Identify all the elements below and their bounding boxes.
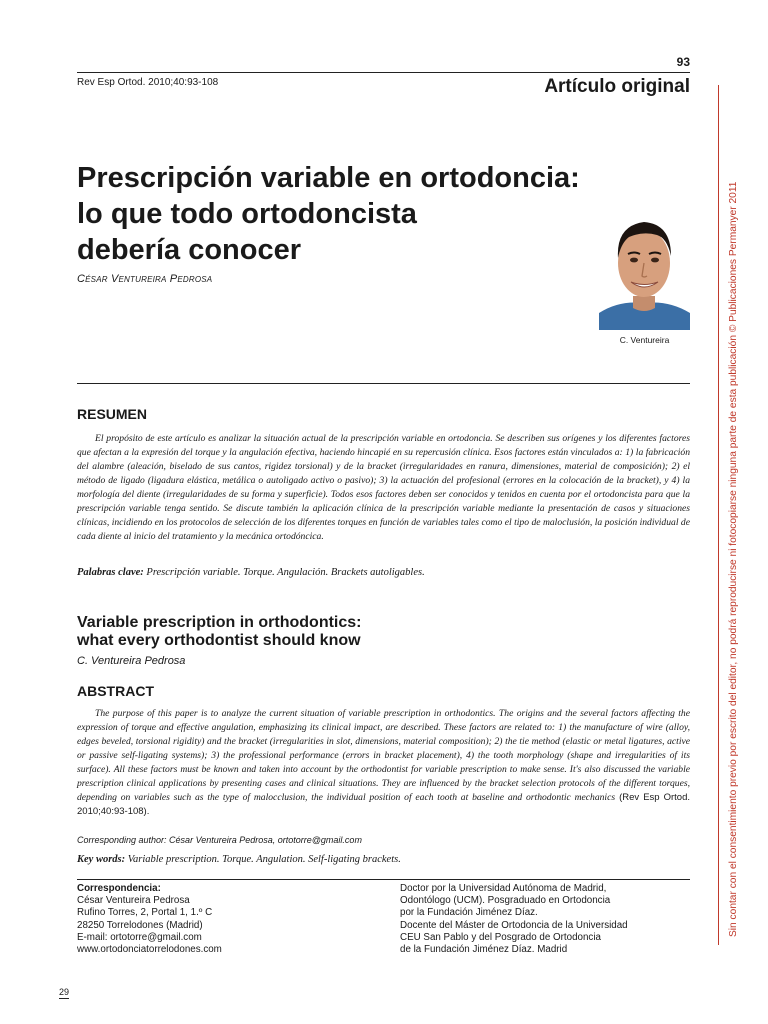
corresponding-author: Corresponding author: César Ventureira Pedrosa, ortotorre@gmail.com: [77, 835, 362, 845]
correspondence-line: 28250 Torrelodones (Madrid): [77, 919, 203, 931]
title-line-3: debería conocer: [77, 234, 302, 266]
copyright-side-notice: Sin contar con el consentimiento previo por escrito del editor, no podrá reproducirse ni fotocopiarse ninguna parte de esta publicación © Publicaciones Permanyer 2011: [728, 181, 739, 937]
bio-line: de la Fundación Jiménez Díaz. Madrid: [400, 944, 568, 956]
english-author: C. Ventureira Pedrosa: [77, 655, 186, 667]
page-number-top: 93: [676, 55, 690, 69]
journal-reference: Rev Esp Ortod. 2010;40:93-108: [77, 77, 219, 88]
english-keywords: [77, 854, 401, 865]
article-title: [77, 160, 597, 268]
resumen-heading: RESUMEN: [77, 406, 148, 422]
bio-line: por la Fundación Jiménez Díaz.: [400, 907, 538, 919]
footer-divider: [77, 879, 690, 880]
section-divider: [77, 383, 690, 384]
correspondence-website[interactable]: www.ortodonciatorrelodones.com: [77, 944, 222, 956]
bio-line: Odontólogo (UCM). Posgraduado en Ortodoncia: [400, 895, 611, 907]
correspondence-email[interactable]: E-mail: ortotorre@gmail.com: [77, 931, 202, 943]
resumen-text: El propósito de este artículo es analizar la situación actual de la prescripción variable en ortodoncia. Se describen sus orígenes y los diferentes factores que afectan a la expresión del torque y la angulación efectiva, haciendo hincapié en su repercusión clínica. Esos factores están vinculados a: 1) la fabricación del alambre (aleación, biselado de sus cantos, rigidez torsional) y de la bracket (irregularidades en ranura, dimensiones, material de composición); 2) el método de ligado (ligadura elástica, metálica o autoligado activo o pasivo); 3) la actuación del profesional (errores en la colocación de la bracket), y 4) la morfología del diente (irregularidades de su forma y superficie). Todos esos factores deben ser conocidos y tenidos en cuenta por el ortodoncista para que la prescripción variable tenga sentido. Se discute también la aplicación clínica de la prescripción variable mediante la presentación de casos y situaciones clínicas, incidiendo en los protocolos de selección de los diferentes torques en función de variables tales como el tipo de maloclusión, la posición individual de cada diente al inicio del tratamiento y la mecánica ortodóncica.: [77, 433, 690, 542]
abstract-text: [77, 707, 690, 819]
side-rule: [718, 85, 719, 945]
abstract-heading: ABSTRACT: [77, 683, 154, 699]
author-bio-block: [400, 883, 628, 956]
article-author: César Ventureira Pedrosa: [77, 273, 213, 285]
author-portrait-icon: [599, 208, 690, 330]
english-keywords-label: Key words:: [77, 854, 126, 865]
correspondence-heading: Correspondencia:: [77, 883, 161, 894]
author-photo: [599, 208, 690, 330]
top-rule: [77, 72, 690, 73]
title-line-2: lo que todo ortodoncista: [77, 198, 417, 230]
abstract-reference: (Rev Esp Ortod. 2010;40:93-108).: [77, 792, 691, 817]
section-label: Artículo original: [544, 76, 690, 97]
bio-line: Docente del Máster de Ortodoncia de la Universidad: [400, 919, 628, 931]
photo-caption: C. Ventureira: [619, 335, 670, 345]
correspondence-line: César Ventureira Pedrosa: [77, 895, 190, 907]
bio-line: Doctor por la Universidad Autónoma de Madrid,: [400, 883, 607, 894]
english-title-line-2: what every orthodontist should know: [77, 632, 361, 649]
correspondence-block: [77, 883, 222, 956]
title-line-1: Prescripción variable en ortodoncia:: [77, 162, 580, 194]
abstract-body: The purpose of this paper is to analyze the current situation of variable prescription in orthodontics. The origins and the several factors affecting the expression of torque and effective angulation, emphasizing its clinical impact, are described. These factors are related to: 1) the manufacture of wire (alloy, edges beveled, torsional rigidity) and the bracket (irregularities in slot, dimensions, material composition); 2) the tie method (elastic or metal ligatures, active or passive self-ligating systems); 3) the professional performance (errors in bracket placement), 4) the tooth morphology (shape and irregularities of its surface). All these factors must be known and taken into account by the orthodontist for variable prescription to make sense. It's also discussed the variable prescription clinical applications by presenting cases and clinical situations. They are influenced by the bracket selection protocols of the different torques, depending on variables such as the type of malocclusion, the individual position of each tooth at baseline and orthodontic mechanics: [77, 708, 690, 803]
correspondence-line: Rufino Torres, 2, Portal 1, 1.º C: [77, 907, 213, 919]
english-title-line-1: Variable prescription in orthodontics:: [77, 614, 362, 631]
bio-line: CEU San Pablo y del Posgrado de Ortodoncia: [400, 931, 601, 943]
resumen-keywords-values: Prescripción variable. Torque. Angulación. Brackets autoligables.: [146, 567, 425, 578]
resumen-keywords: [77, 567, 425, 578]
english-keywords-values: Variable prescription. Torque. Angulation. Self-ligating brackets.: [127, 854, 401, 865]
english-title: [77, 614, 361, 650]
page-number-bottom: 29: [59, 987, 70, 997]
resumen-keywords-label: Palabras clave:: [77, 567, 144, 578]
